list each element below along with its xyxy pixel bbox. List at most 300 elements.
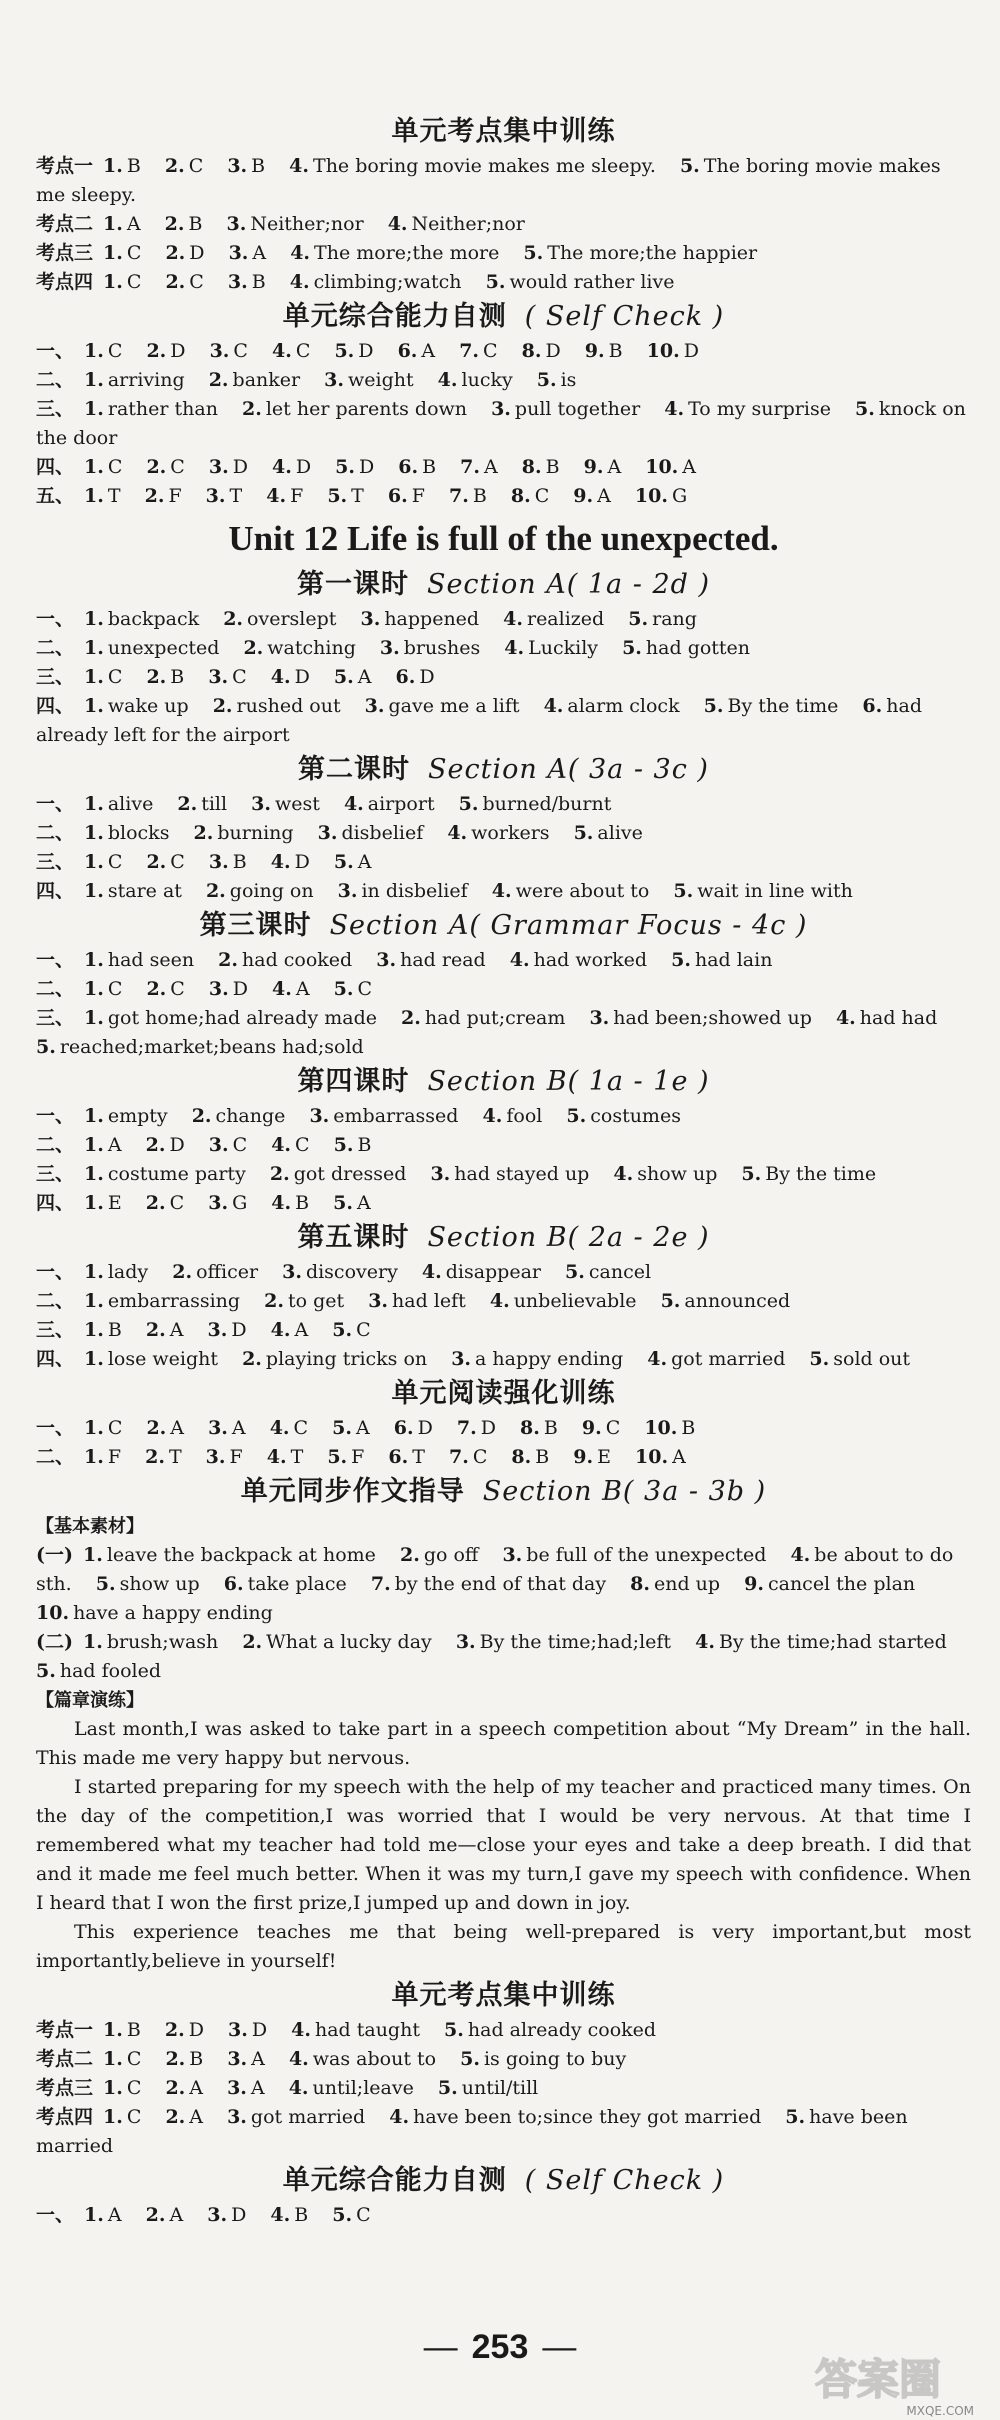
answer-value: D xyxy=(231,1319,247,1341)
answer-value: brush;wash xyxy=(106,1631,219,1653)
section-title-text: 单元同步作文指导 xyxy=(240,1476,465,1507)
answer-number: 1. xyxy=(103,155,123,177)
answer-value: end up xyxy=(653,1573,721,1595)
answer-value: B xyxy=(126,2019,141,2041)
answer-value: C xyxy=(534,485,550,507)
section-title xyxy=(36,1218,971,1258)
answer-value: A xyxy=(355,1417,370,1439)
answer-number: 4. xyxy=(790,1544,811,1566)
answer-item xyxy=(208,1417,246,1439)
answer-value: burned/burnt xyxy=(482,793,612,815)
answer-number: 1. xyxy=(103,242,123,264)
answer-row-label: (一) xyxy=(36,1544,73,1566)
answer-value: had fooled xyxy=(59,1660,162,1682)
answer-number: 3. xyxy=(360,608,381,630)
answer-number: 3. xyxy=(491,398,511,420)
answer-value: C xyxy=(188,155,204,177)
answer-row-label: 考点四 xyxy=(36,271,94,293)
answer-value: A xyxy=(107,1134,122,1156)
answer-value: embarrassing xyxy=(107,1290,241,1312)
answer-value: T xyxy=(107,485,121,507)
answer-number: 1. xyxy=(84,398,104,420)
answer-number: 3. xyxy=(208,1192,229,1214)
answer-number: 8. xyxy=(521,456,542,478)
answer-row-label: 考点二 xyxy=(36,213,94,235)
answer-item xyxy=(210,340,248,362)
answer-number: 2. xyxy=(145,2204,166,2226)
answer-value: E xyxy=(597,1446,611,1468)
answer-value: C xyxy=(605,1417,621,1439)
answer-item xyxy=(459,340,497,362)
answer-number: 2. xyxy=(146,978,167,1000)
answer-number: 5. xyxy=(332,1417,352,1439)
answer-value: until;leave xyxy=(312,2077,414,2099)
answer-value: is xyxy=(560,369,577,391)
answer-item xyxy=(380,637,480,659)
answer-value: B xyxy=(232,851,247,873)
answer-number: 2. xyxy=(191,1105,212,1127)
answer-number: 3. xyxy=(376,949,397,971)
answer-item xyxy=(146,978,184,1000)
answer-number: 1. xyxy=(84,637,104,659)
answer-value: to get xyxy=(287,1290,345,1312)
answer-value: C xyxy=(483,340,498,362)
answer-item xyxy=(510,949,647,971)
answer-value: D xyxy=(232,978,248,1000)
answer-item xyxy=(206,880,314,902)
answer-number: 2. xyxy=(165,2048,186,2070)
answer-row xyxy=(36,2074,971,2103)
answer-number: 9. xyxy=(573,1446,594,1468)
answer-value: C xyxy=(107,851,123,873)
answer-item xyxy=(324,369,413,391)
answer-value: A xyxy=(250,2077,265,2099)
answer-item xyxy=(272,340,310,362)
page-dash-right: — xyxy=(542,2328,577,2366)
answer-row-label: 三、 xyxy=(36,666,75,688)
section-title-text: 单元阅读强化训练 xyxy=(391,1378,616,1409)
answer-item xyxy=(574,822,643,844)
answer-number: 4. xyxy=(664,398,685,420)
answer-value: disbelief xyxy=(341,822,424,844)
answer-row-label: 五、 xyxy=(36,485,75,507)
answer-row-label: 二、 xyxy=(36,822,75,844)
answer-item xyxy=(573,1446,611,1468)
answer-number: 4. xyxy=(269,1417,290,1439)
answer-row xyxy=(36,210,971,239)
answer-item xyxy=(447,822,549,844)
answer-value: A xyxy=(169,1319,184,1341)
answer-value: The boring movie makes me sleepy. xyxy=(313,155,656,177)
essay-paragraph: Last month,I was asked to take part in a speech competition about “My Dream” in the hall. This made me very happy but nervous. xyxy=(36,1718,971,1769)
answer-row-label: 四、 xyxy=(36,456,75,478)
answer-number: 4. xyxy=(489,1290,510,1312)
answer-number: 5. xyxy=(334,340,355,362)
answer-number: 2. xyxy=(164,155,185,177)
answer-value: B xyxy=(681,1417,696,1439)
answer-number: 9. xyxy=(573,485,594,507)
answer-value: A xyxy=(189,2077,204,2099)
answer-number: 2. xyxy=(212,695,233,717)
answer-number: 2. xyxy=(165,2077,186,2099)
answer-value: lucky xyxy=(461,369,513,391)
answer-number: 4. xyxy=(270,851,291,873)
answer-value: had already cooked xyxy=(467,2019,657,2041)
answer-item xyxy=(271,1134,309,1156)
answer-item xyxy=(270,1163,407,1185)
answer-number: 4. xyxy=(266,485,287,507)
answer-item xyxy=(291,2019,420,2041)
answer-number: 1. xyxy=(84,851,104,873)
answer-value: D xyxy=(231,2204,247,2226)
answer-number: 2. xyxy=(177,793,198,815)
answer-value: watching xyxy=(267,637,356,659)
answer-number: 1. xyxy=(84,880,104,902)
answer-number: 1. xyxy=(84,1105,104,1127)
answer-number: 2. xyxy=(269,1163,290,1185)
answer-row-label: 考点一 xyxy=(36,2019,94,2041)
answer-value: got home;had already made xyxy=(107,1007,377,1029)
answer-item xyxy=(84,1105,168,1127)
answer-value: got dressed xyxy=(293,1163,407,1185)
answer-row xyxy=(36,877,971,906)
answer-number: 4. xyxy=(389,2106,410,2128)
answer-item xyxy=(318,822,424,844)
answer-number: 3. xyxy=(207,2204,228,2226)
answer-value: show up xyxy=(637,1163,718,1185)
answer-value: C xyxy=(107,666,123,688)
answer-number: 5. xyxy=(536,369,557,391)
answer-number: 1. xyxy=(84,1348,104,1370)
answer-value: alarm clock xyxy=(567,695,680,717)
answer-number: 1. xyxy=(84,1319,104,1341)
answer-value: till xyxy=(201,793,228,815)
answer-number: 1. xyxy=(84,1446,104,1468)
answer-item xyxy=(84,666,122,688)
answer-number: 4. xyxy=(343,793,364,815)
answer-number: 3. xyxy=(208,851,229,873)
answer-number: 3. xyxy=(208,456,229,478)
answer-item xyxy=(146,1417,184,1439)
answer-item xyxy=(491,398,640,420)
answer-number: 4. xyxy=(437,369,458,391)
answer-item xyxy=(289,155,656,177)
answer-number: 3. xyxy=(227,2077,247,2099)
answer-value: lose weight xyxy=(107,1348,219,1370)
answer-item xyxy=(503,608,604,630)
answer-item xyxy=(165,155,203,177)
section-title xyxy=(36,1374,971,1414)
answer-row-label: 一、 xyxy=(36,1105,75,1127)
answer-number: 3. xyxy=(430,1163,451,1185)
answer-item xyxy=(208,1192,247,1214)
answer-value: T xyxy=(290,1446,304,1468)
answer-item xyxy=(242,1348,427,1370)
answer-item xyxy=(460,2048,626,2070)
answer-row-label: 二、 xyxy=(36,1134,75,1156)
answer-item xyxy=(84,456,122,478)
answer-number: 5. xyxy=(703,695,724,717)
answer-item xyxy=(635,485,687,507)
answer-value: alive xyxy=(107,793,154,815)
answer-item xyxy=(486,271,675,293)
answer-row-label: 三、 xyxy=(36,1319,75,1341)
answer-number: 1. xyxy=(84,978,104,1000)
answer-item xyxy=(36,1660,161,1682)
answer-number: 3. xyxy=(502,1544,523,1566)
answer-row xyxy=(36,1004,971,1062)
answer-row xyxy=(36,482,971,511)
answer-item xyxy=(84,1446,121,1468)
answer-row xyxy=(36,1345,971,1374)
section-title xyxy=(36,2161,971,2201)
answer-item xyxy=(438,2077,538,2099)
answer-item xyxy=(589,1007,811,1029)
answer-row-label: 二、 xyxy=(36,637,75,659)
answer-value: A xyxy=(126,213,141,235)
answer-value: in disbelief xyxy=(361,880,468,902)
answer-value: C xyxy=(295,1134,310,1156)
answer-content xyxy=(36,112,971,2230)
answer-value: costumes xyxy=(590,1105,681,1127)
answer-value: B xyxy=(535,1446,550,1468)
answer-item xyxy=(242,1631,431,1653)
answer-number: 3. xyxy=(337,880,358,902)
answer-number: 1. xyxy=(103,2048,123,2070)
answer-item xyxy=(227,2048,265,2070)
answer-item xyxy=(209,456,248,478)
answer-item xyxy=(103,2077,141,2099)
answer-number: 5. xyxy=(335,456,355,478)
answer-item xyxy=(449,485,487,507)
answer-number: 3. xyxy=(208,666,229,688)
answer-row xyxy=(36,1316,971,1345)
answer-number: 4. xyxy=(647,1348,668,1370)
answer-number: 3. xyxy=(205,485,226,507)
answer-number: 5. xyxy=(333,1192,353,1214)
answer-value: C xyxy=(126,2048,142,2070)
answer-item xyxy=(327,1446,364,1468)
answer-number: 3. xyxy=(208,1417,228,1439)
answer-number: 1. xyxy=(103,2077,123,2099)
answer-number: 4. xyxy=(387,213,408,235)
answer-number: 5. xyxy=(333,851,354,873)
answer-item xyxy=(192,1105,286,1127)
answer-row-label: 二、 xyxy=(36,1446,75,1468)
answer-value: A xyxy=(169,2204,184,2226)
answer-item xyxy=(146,666,184,688)
answer-number: 8. xyxy=(521,340,542,362)
answer-value: rushed out xyxy=(236,695,341,717)
answer-item xyxy=(368,1290,466,1312)
answer-row xyxy=(36,337,971,366)
answer-number: 1. xyxy=(84,1134,104,1156)
answer-number: 1. xyxy=(84,695,104,717)
answer-number: 2. xyxy=(146,340,167,362)
answer-number: 5. xyxy=(332,2204,353,2226)
answer-number: 3. xyxy=(226,213,247,235)
answer-number: 1. xyxy=(84,340,104,362)
answer-number: 3. xyxy=(228,242,249,264)
answer-item xyxy=(459,793,612,815)
material-tag: 【基本素材】 xyxy=(36,1516,144,1537)
section-title xyxy=(36,1976,971,2016)
answer-row xyxy=(36,1131,971,1160)
answer-number: 5. xyxy=(809,1348,830,1370)
answer-item xyxy=(84,1261,148,1283)
answer-number: 4. xyxy=(272,456,292,478)
answer-value: T xyxy=(412,1446,425,1468)
answer-item xyxy=(430,1163,589,1185)
answer-value: A xyxy=(251,2048,265,2070)
answer-value: fool xyxy=(506,1105,543,1127)
answer-number: 6. xyxy=(395,666,416,688)
answer-row-label: 考点四 xyxy=(36,2106,94,2128)
answer-item xyxy=(520,1417,558,1439)
answer-number: 1. xyxy=(84,2204,104,2226)
answer-value: workers xyxy=(471,822,550,844)
answer-item xyxy=(272,456,311,478)
answer-item xyxy=(209,978,248,1000)
answer-item xyxy=(84,1134,122,1156)
answer-item xyxy=(573,485,611,507)
answer-item xyxy=(165,2106,203,2128)
answer-row-label: 四、 xyxy=(36,1192,75,1214)
answer-row xyxy=(36,663,971,692)
answer-number: 5. xyxy=(333,978,354,1000)
answer-number: 6. xyxy=(393,1417,414,1439)
answer-row xyxy=(36,2103,971,2161)
answer-value: D xyxy=(683,340,699,362)
answer-row-label: 一、 xyxy=(36,1417,75,1439)
answer-value: D xyxy=(419,666,435,688)
answer-value: B xyxy=(294,2204,309,2226)
answer-value: A xyxy=(483,456,498,478)
answer-value: empty xyxy=(107,1105,168,1127)
answer-row-label: 三、 xyxy=(36,398,75,420)
answer-item xyxy=(376,949,485,971)
answer-value: F xyxy=(351,1446,365,1468)
answer-number: 3. xyxy=(282,1261,302,1283)
answer-value: Neither;nor xyxy=(411,213,525,235)
answer-item xyxy=(644,1417,695,1439)
answer-number: 4. xyxy=(613,1163,634,1185)
answer-number: 4. xyxy=(289,271,310,293)
answer-item xyxy=(290,242,499,264)
answer-number: 5. xyxy=(36,1036,56,1058)
answer-number: 2. xyxy=(208,369,229,391)
section-title-text: 单元综合能力自测 xyxy=(282,301,507,332)
answer-item xyxy=(223,608,336,630)
answer-number: 1. xyxy=(84,485,104,507)
answer-value: had put;cream xyxy=(424,1007,566,1029)
section-title xyxy=(36,565,971,605)
answer-value: By the time xyxy=(765,1163,877,1185)
answer-number: 5. xyxy=(333,1134,354,1156)
answer-item xyxy=(309,1105,458,1127)
answer-item xyxy=(146,1319,184,1341)
answer-value: backpack xyxy=(107,608,200,630)
answer-number: 7. xyxy=(460,456,480,478)
answer-item xyxy=(267,1446,304,1468)
answer-item xyxy=(334,978,372,1000)
answer-value: C xyxy=(169,1192,185,1214)
answer-number: 5. xyxy=(673,880,694,902)
answer-number: 1. xyxy=(84,793,104,815)
answer-row xyxy=(36,692,971,750)
answer-value: a happy ending xyxy=(475,1348,624,1370)
answer-value: D xyxy=(189,242,205,264)
answer-item xyxy=(456,1631,671,1653)
watermark-lettering: 答案圈 xyxy=(815,2355,942,2404)
page-number-value: 253 xyxy=(471,2328,529,2366)
answer-value: west xyxy=(274,793,320,815)
answer-number: 4. xyxy=(288,2048,309,2070)
answer-value: would rather live xyxy=(509,271,675,293)
answer-value: disappear xyxy=(445,1261,541,1283)
answer-item xyxy=(511,485,549,507)
answer-number: 2. xyxy=(144,485,165,507)
answer-item xyxy=(264,1290,344,1312)
answer-number: 3. xyxy=(251,793,271,815)
answer-item xyxy=(84,369,185,391)
answer-number: 5. xyxy=(460,2048,480,2070)
answer-item xyxy=(103,155,141,177)
answer-value: Luckily xyxy=(528,637,599,659)
answer-value: brushes xyxy=(403,637,481,659)
answer-number: 7. xyxy=(459,340,480,362)
answer-value: C xyxy=(107,1417,123,1439)
answer-value: F xyxy=(290,485,304,507)
answer-number: 2. xyxy=(172,1261,193,1283)
answer-value: be full of the unexpected xyxy=(526,1544,767,1566)
answer-item xyxy=(84,485,121,507)
answer-number: 5. xyxy=(327,485,348,507)
answer-item xyxy=(84,978,122,1000)
answer-item xyxy=(537,369,577,391)
answer-value: B xyxy=(357,1134,372,1156)
section-title xyxy=(36,1472,971,1512)
essay-paragraph: This experience teaches me that being well-prepared is very important,but most importantly,believe in yourself! xyxy=(36,1921,971,1972)
answer-item xyxy=(103,242,141,264)
answer-number: 1. xyxy=(103,213,123,235)
answer-item xyxy=(389,2106,761,2128)
section-title-text: 单元考点集中训练 xyxy=(391,116,616,147)
answer-value: got married xyxy=(250,2106,366,2128)
answer-item xyxy=(208,666,246,688)
answer-item xyxy=(396,666,435,688)
answer-item xyxy=(335,456,374,478)
answer-number: 1. xyxy=(84,1192,104,1214)
answer-item xyxy=(282,1261,398,1283)
answer-value: costume party xyxy=(107,1163,246,1185)
answer-item xyxy=(103,271,141,293)
answer-value: B xyxy=(422,456,437,478)
answer-number: 4. xyxy=(266,1446,287,1468)
section-title xyxy=(36,750,971,790)
answer-number: 4. xyxy=(291,2019,311,2041)
answer-item xyxy=(334,666,372,688)
answer-number: 2. xyxy=(205,880,226,902)
answer-value: B xyxy=(251,271,266,293)
answer-number: 3. xyxy=(368,1290,389,1312)
answer-value: D xyxy=(545,340,561,362)
answer-value: weight xyxy=(348,369,414,391)
answer-row-label: 一、 xyxy=(36,1261,75,1283)
answer-item xyxy=(438,369,513,391)
answer-value: B xyxy=(126,155,141,177)
answer-number: 3. xyxy=(227,2048,248,2070)
